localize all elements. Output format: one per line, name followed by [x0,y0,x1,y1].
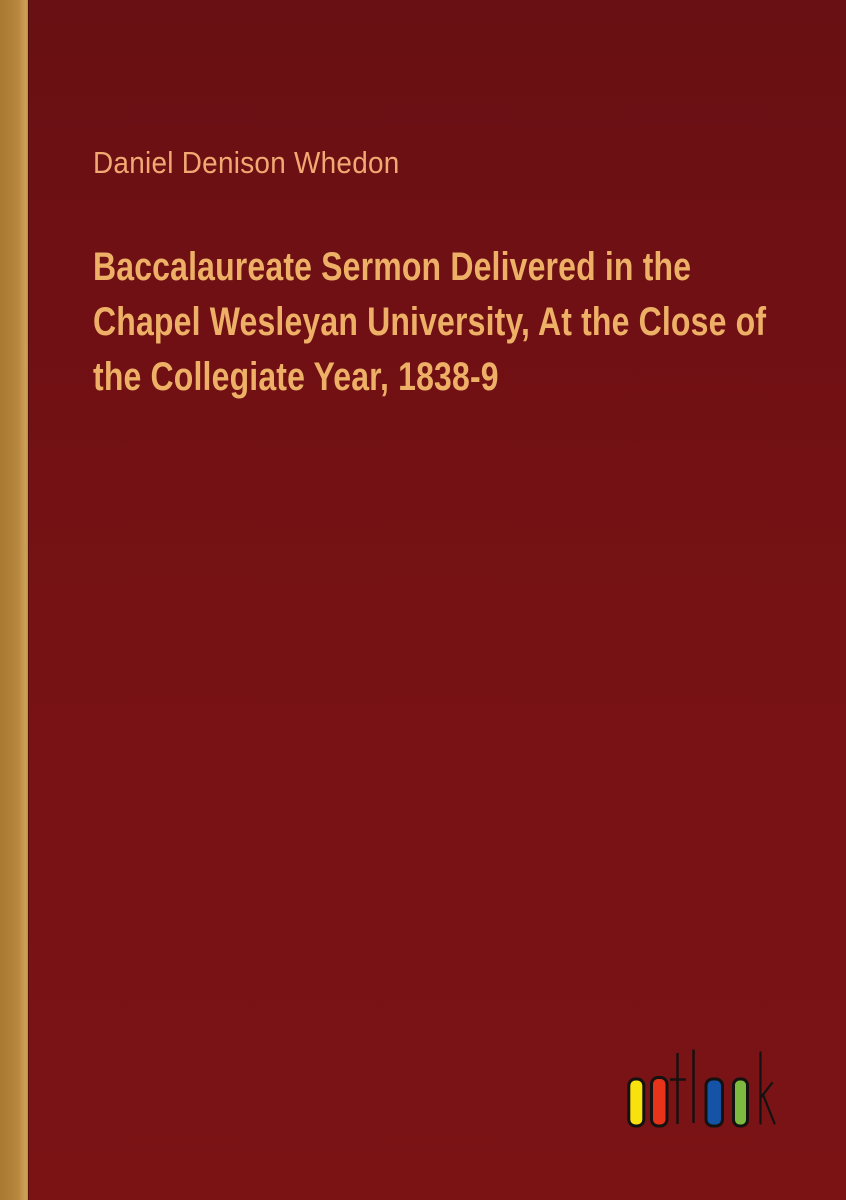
logo-letter-t-icon [670,1053,686,1124]
logo-letter-k-icon [761,1053,775,1124]
logo-letter-o3-icon [734,1079,748,1126]
title-line-3: the Collegiate Year, 1838-9 [93,355,499,399]
author-name: Daniel Denison Whedon [93,145,400,180]
spine-stripe [0,0,28,1200]
outlook-publisher-logo [620,1045,780,1140]
book-title [93,240,766,405]
logo-letter-u-icon [652,1078,668,1127]
title-line-1: Baccalaureate Sermon Delivered in the [93,245,692,289]
logo-letter-o1-icon [629,1079,644,1126]
logo-letter-o2-icon [706,1079,723,1126]
title-line-2: Chapel Wesleyan University, At the Close of [93,300,767,344]
